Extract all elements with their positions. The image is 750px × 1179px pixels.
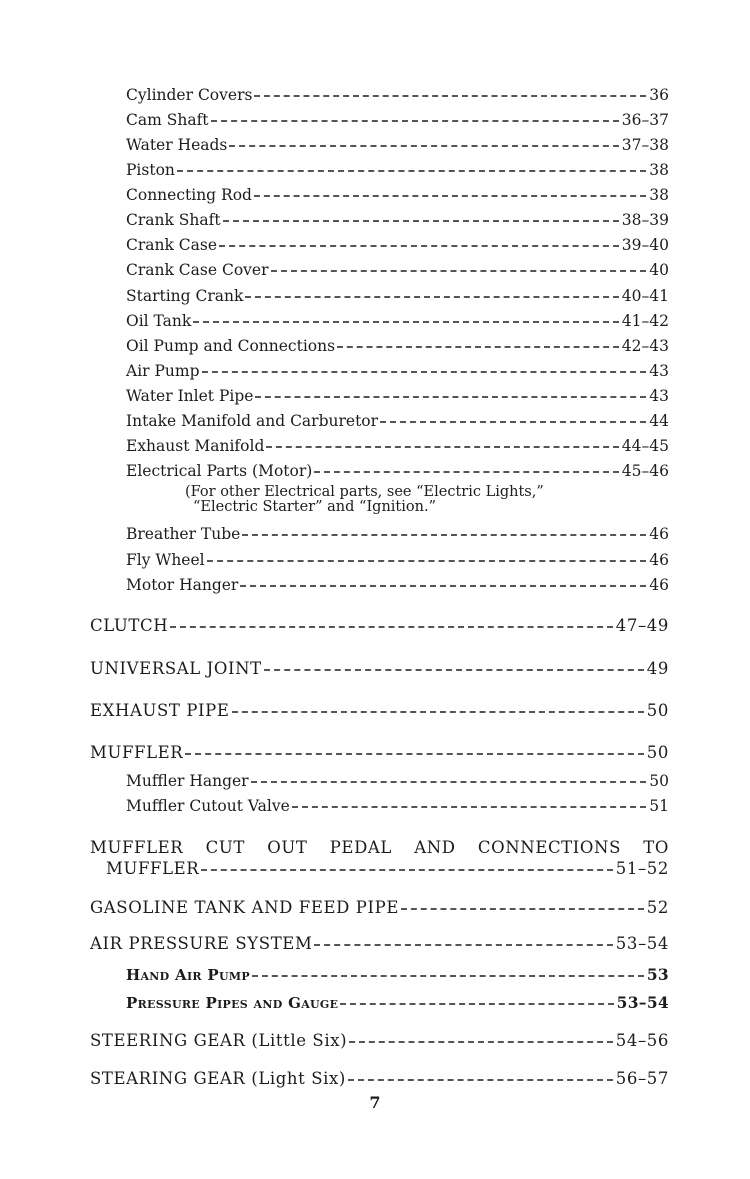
- electrical-note: [185, 485, 625, 515]
- toc-section-label: GASOLINE TANK AND FEED PIPE: [90, 898, 399, 917]
- toc-section-universal-joint[interactable]: [90, 659, 669, 678]
- toc-entry[interactable]: [126, 525, 669, 544]
- dot-leader: [193, 321, 618, 323]
- toc-section-label: AIR PRESSURE SYSTEM: [90, 934, 313, 953]
- dot-leader: [314, 471, 619, 473]
- toc-entry-pages: 43: [649, 387, 669, 405]
- toc-section-pages: 52: [646, 898, 669, 917]
- toc-entry[interactable]: [126, 337, 669, 356]
- dot-leader: [254, 95, 646, 97]
- toc-section-exhaust-pipe[interactable]: [90, 701, 669, 720]
- toc-entry-label: Motor Hanger: [126, 576, 239, 594]
- toc-section-muffler-cutout-line2[interactable]: [106, 859, 669, 878]
- toc-entry-pages: 38: [649, 186, 669, 204]
- toc-entry-label: Crank Case: [126, 236, 218, 254]
- toc-section-label: UNIVERSAL JOINT: [90, 659, 262, 678]
- toc-entry-label: Fly Wheel: [126, 551, 205, 569]
- toc-entry[interactable]: [126, 211, 669, 230]
- toc-entry[interactable]: [126, 412, 669, 431]
- toc-entry-label: Cam Shaft: [126, 111, 209, 129]
- toc-entry-pages: 41–42: [621, 312, 669, 330]
- dot-leader: [170, 626, 613, 628]
- toc-entry-pages: 40: [649, 261, 669, 279]
- dot-leader: [240, 585, 646, 587]
- toc-entry-pages: 37–38: [621, 136, 669, 154]
- toc-section-label: STEERING GEAR (Little Six): [90, 1031, 348, 1050]
- toc-entry[interactable]: [126, 287, 669, 306]
- heading-word: MUFFLER: [90, 838, 184, 857]
- dot-leader: [252, 975, 644, 977]
- dot-leader: [177, 170, 646, 172]
- toc-entry-pages: 36: [649, 86, 669, 104]
- toc-entry-pages: 53: [646, 965, 669, 984]
- dot-leader: [207, 560, 647, 562]
- toc-entry[interactable]: [126, 551, 669, 570]
- dot-leader: [185, 753, 643, 755]
- dot-leader: [340, 1003, 613, 1005]
- toc-section-label: EXHAUST PIPE: [90, 701, 230, 720]
- toc-entry-label: Crank Case Cover: [126, 261, 269, 279]
- toc-entry-pages: 38–39: [621, 211, 669, 229]
- toc-entry-label: Intake Manifold and Carburetor: [126, 412, 379, 430]
- toc-entry-label: Breather Tube: [126, 525, 241, 543]
- toc-section-pages: 51–52: [615, 859, 669, 878]
- toc-entry[interactable]: [126, 797, 669, 816]
- dot-leader: [242, 534, 646, 536]
- toc-entry-pages: 40–41: [621, 287, 669, 305]
- dot-leader: [201, 869, 612, 871]
- toc-entry[interactable]: [126, 161, 669, 180]
- toc-entry[interactable]: [126, 186, 669, 205]
- dot-leader: [337, 346, 619, 348]
- toc-entry-label: Water Heads: [126, 136, 228, 154]
- toc-entry-label: Exhaust Manifold: [126, 437, 265, 455]
- toc-entry-label: Piston: [126, 161, 175, 179]
- toc-entry-label: Crank Shaft: [126, 211, 221, 229]
- toc-entry[interactable]: [126, 261, 669, 280]
- toc-entry[interactable]: [126, 387, 669, 406]
- toc-section-label: MUFFLER: [90, 743, 184, 762]
- toc-entry-pages: 44–45: [621, 437, 669, 455]
- heading-word: TO: [643, 838, 669, 857]
- toc-entry-label: Muffler Hanger: [126, 772, 249, 790]
- dot-leader: [202, 371, 647, 373]
- toc-entry[interactable]: [126, 86, 669, 105]
- toc-entry[interactable]: [126, 437, 669, 456]
- electrical-note-line1: (For other Electrical parts, see “Electric Lights,”: [185, 484, 544, 500]
- heading-word: OUT: [267, 838, 308, 857]
- toc-entry-pages: 46: [649, 525, 669, 543]
- dot-leader: [380, 421, 646, 423]
- electrical-note-line2: “Electric Starter” and “Ignition.”: [193, 499, 436, 515]
- dot-leader: [401, 908, 644, 910]
- heading-word: PEDAL: [329, 838, 392, 857]
- toc-entry-label: Oil Pump and Connections: [126, 337, 336, 355]
- toc-entry[interactable]: [126, 462, 669, 481]
- toc-section-label: CLUTCH: [90, 616, 169, 635]
- heading-word: CUT: [205, 838, 245, 857]
- heading-word: CONNECTIONS: [477, 838, 621, 857]
- toc-entry[interactable]: [126, 576, 669, 595]
- toc-section-muffler[interactable]: [90, 743, 669, 762]
- toc-entry-label: Cylinder Covers: [126, 86, 253, 104]
- dot-leader: [314, 944, 612, 946]
- toc-section-pages: 54–56: [615, 1031, 669, 1050]
- dot-leader: [266, 446, 618, 448]
- toc-section-label: STEARING GEAR (Light Six): [90, 1069, 346, 1088]
- toc-entry-pages: 36–37: [621, 111, 669, 129]
- toc-entry-pages: 50: [649, 772, 669, 790]
- toc-entry-label: Hand Air Pump: [126, 966, 250, 984]
- toc-entry-pages: 45–46: [621, 462, 669, 480]
- dot-leader: [255, 396, 646, 398]
- toc-section-pages: 50: [646, 701, 669, 720]
- toc-section-pages: 56–57: [615, 1069, 669, 1088]
- toc-entry[interactable]: [126, 362, 669, 381]
- toc-entry-label: Air Pump: [126, 362, 200, 380]
- toc-entry-pages: 39–40: [621, 236, 669, 254]
- dot-leader: [271, 270, 647, 272]
- dot-leader: [219, 245, 619, 247]
- toc-section-pages: 50: [646, 743, 669, 762]
- toc-entry-pages: 51: [649, 797, 669, 815]
- toc-entry-pages: 38: [649, 161, 669, 179]
- toc-section-label: MUFFLER: [106, 859, 200, 878]
- dot-leader: [245, 296, 618, 298]
- toc-entry[interactable]: [126, 965, 669, 985]
- dot-leader: [292, 806, 646, 808]
- toc-entry-pages: 43: [649, 362, 669, 380]
- toc-entry-pages: 46: [649, 576, 669, 594]
- dot-leader: [349, 1041, 613, 1043]
- toc-entry-label: Connecting Rod: [126, 186, 252, 204]
- toc-entry[interactable]: [126, 236, 669, 255]
- dot-leader: [232, 711, 644, 713]
- toc-entry-pages: 46: [649, 551, 669, 569]
- toc-entry[interactable]: [126, 772, 669, 791]
- toc-entry-label: Pressure Pipes and Gauge: [126, 994, 339, 1012]
- toc-entry-label: Starting Crank: [126, 287, 244, 305]
- toc-entry-label: Oil Tank: [126, 312, 192, 330]
- toc-section-pages: 53–54: [615, 934, 669, 953]
- dot-leader: [251, 781, 647, 783]
- toc-entry-label: Muffler Cutout Valve: [126, 797, 290, 815]
- toc-entry-pages: 53–54: [616, 993, 669, 1012]
- dot-leader: [229, 145, 618, 147]
- heading-word: AND: [414, 838, 456, 857]
- toc-entry-label: Electrical Parts (Motor): [126, 462, 313, 480]
- toc-section-clutch[interactable]: [90, 616, 669, 635]
- toc-entry-pages: 44: [649, 412, 669, 430]
- toc-entry-label: Water Inlet Pipe: [126, 387, 254, 405]
- toc-section-pages: 49: [646, 659, 669, 678]
- toc-section-gasoline-tank[interactable]: [90, 898, 669, 917]
- toc-entry[interactable]: [126, 111, 669, 130]
- toc-entry[interactable]: [126, 993, 669, 1013]
- toc-section-steering-little-six[interactable]: [90, 1031, 669, 1050]
- toc-section-stearing-light-six[interactable]: [90, 1069, 669, 1088]
- page-number: 7: [369, 1093, 381, 1112]
- toc-entry[interactable]: [126, 312, 669, 331]
- dot-leader: [211, 120, 619, 122]
- toc-section-air-pressure[interactable]: [90, 934, 669, 953]
- toc-section-pages: 47–49: [615, 616, 669, 635]
- toc-entry[interactable]: [126, 136, 669, 155]
- dot-leader: [254, 195, 646, 197]
- toc-section-muffler-cutout-line1[interactable]: [90, 838, 669, 857]
- dot-leader: [223, 220, 619, 222]
- dot-leader: [348, 1079, 613, 1081]
- dot-leader: [264, 669, 644, 671]
- toc-entry-pages: 42–43: [621, 337, 669, 355]
